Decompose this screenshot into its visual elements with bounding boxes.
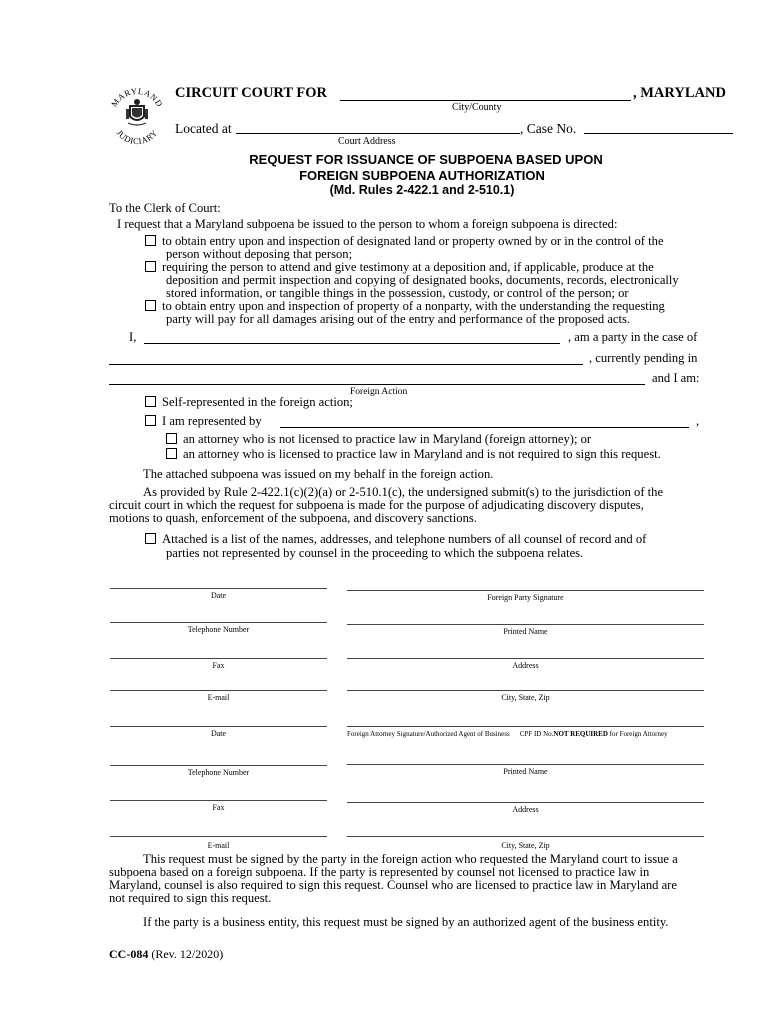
city-state-zip-caption: City, State, Zip: [501, 693, 550, 702]
address-field[interactable]: [347, 658, 704, 659]
email2-field[interactable]: [110, 836, 327, 837]
court-title: CIRCUIT COURT FOR: [175, 85, 328, 101]
maryland-judiciary-seal: [106, 83, 168, 145]
option-attached-list: Attached is a list of the names, addresses, and telephone numbers of all counsel of record and of: [145, 533, 646, 546]
date2-field[interactable]: [110, 726, 327, 727]
attached-list-cont: parties not represented by counsel in the proceeding to which the subpoena relates.: [166, 546, 584, 560]
county-caption: City/County: [452, 102, 502, 113]
salutation: To the Clerk of Court:: [109, 201, 221, 215]
address-caption: Court Address: [338, 136, 396, 147]
party-name-field[interactable]: [144, 343, 560, 344]
state-label: , MARYLAND: [633, 85, 726, 101]
city-state-zip2-caption: City, State, Zip: [501, 841, 550, 850]
address2-field[interactable]: [347, 802, 704, 803]
located-label: Located at: [175, 121, 232, 136]
email2-caption: E-mail: [207, 841, 230, 850]
foreign-action-caption: Foreign Action: [350, 387, 408, 397]
seal-top-text: MARYLAND: [109, 85, 166, 109]
option-atty-licensed: an attorney who is licensed to practice law in Maryland and is not required to sign this request.: [166, 448, 661, 461]
atty-licensed-checkbox[interactable]: [166, 448, 177, 459]
telephone2-field[interactable]: [110, 765, 327, 766]
option-atty-not-licensed: an attorney who is not licensed to practice law in Maryland (foreign attorney); or: [166, 433, 591, 446]
comma: ,: [696, 414, 700, 428]
attached-subpoena-text: The attached subpoena was issued on my behalf in the foreign action.: [143, 467, 494, 481]
foreign-party-signature-field[interactable]: [347, 590, 704, 591]
foreign-party-signature-caption: Foreign Party Signature: [487, 593, 564, 602]
svg-text:JUDICIARY: [115, 128, 160, 145]
date-field[interactable]: [110, 588, 327, 589]
nonparty-checkbox[interactable]: [145, 300, 156, 311]
option-nonparty: to obtain entry upon and inspection of property of a nonparty, with the understanding the requesting: [145, 300, 665, 313]
party-text: , am a party in the case of: [568, 330, 698, 344]
telephone2-caption: Telephone Number: [187, 768, 250, 777]
pending-text: , currently pending in: [589, 351, 698, 365]
option-entry-inspection-cont: person without deposing that person;: [166, 247, 353, 261]
printed-name2-field[interactable]: [347, 764, 704, 765]
attorney-signature-field[interactable]: [347, 726, 704, 727]
fax-caption: Fax: [212, 661, 225, 670]
case-name-field[interactable]: [109, 364, 583, 365]
option-deposition-cont1: deposition and permit inspection and copying of designated books, documents, records, electronically: [166, 273, 679, 287]
jurisdiction-line1: As provided by Rule 2-422.1(c)(2)(a) or 2-510.1(c), the undersigned submit(s) to the jurisdiction of the: [143, 485, 664, 499]
intro-text: I request that a Maryland subpoena be issued to the person to whom a foreign subpoena is directed:: [117, 217, 618, 231]
case-label: , Case No.: [520, 121, 577, 136]
county-field[interactable]: [340, 100, 631, 101]
form-title-line1: REQUEST FOR ISSUANCE OF SUBPOENA BASED UPON: [249, 152, 603, 167]
note-line2: subpoena based on a foreign subpoena. If the party is represented by counsel not licensed to practice law in: [109, 865, 650, 879]
attorney-signature-caption: Foreign Attorney Signature/Authorized Agent of Business CPF ID No.NOT REQUIRED for Foreign Attorney: [347, 730, 668, 738]
form-title-line2: FOREIGN SUBPOENA AUTHORIZATION: [299, 168, 545, 183]
note-line1: This request must be signed by the party in the foreign action who requested the Maryland court to issue a: [143, 852, 678, 866]
atty-not-licensed-checkbox[interactable]: [166, 433, 177, 444]
attached-list-checkbox[interactable]: [145, 533, 156, 544]
foreign-action-field[interactable]: [109, 384, 645, 385]
note-line4: not required to sign this request.: [109, 891, 272, 905]
telephone-field[interactable]: [110, 622, 327, 623]
business-entity-note: If the party is a business entity, this request must be signed by an authorized agent of the business entity.: [143, 915, 669, 929]
seal-bottom-text: JUDICIARY: [114, 127, 160, 145]
and-i-am: and I am:: [652, 371, 700, 385]
note-line3: Maryland, counsel is also required to sign this request. Counsel who are licensed to practice law in Maryland are: [109, 878, 677, 892]
date-caption: Date: [210, 591, 227, 600]
city-state-zip2-field[interactable]: [347, 836, 704, 837]
form-title-rules: (Md. Rules 2-422.1 and 2-510.1): [329, 183, 515, 197]
option-self-represented: Self-represented in the foreign action;: [145, 396, 353, 409]
date2-caption: Date: [210, 729, 227, 738]
option-nonparty-cont: party will pay for all damages arising out of the entry and performance of the proposed acts.: [166, 312, 631, 326]
fax2-caption: Fax: [212, 803, 225, 812]
case-number-field[interactable]: [584, 133, 733, 134]
form-id: CC-084 (Rev. 12/2020): [109, 947, 224, 961]
option-entry-inspection: to obtain entry upon and inspection of designated land or property owned by or in the control of the: [145, 235, 664, 248]
address-caption: Address: [512, 661, 539, 670]
option-deposition-cont2: stored information, or tangible things in the possession, custody, or control of the person; or: [166, 286, 629, 300]
jurisdiction-line3: motions to quash, enforcement of the subpoena, and discovery sanctions.: [109, 511, 477, 525]
attorney-name-field[interactable]: [280, 427, 689, 428]
i-label: I,: [129, 330, 137, 344]
option-deposition: requiring the person to attend and give testimony at a deposition and, if applicable, produce at the: [145, 261, 654, 274]
email-field[interactable]: [110, 690, 327, 691]
fax-field[interactable]: [110, 658, 327, 659]
printed-name-field[interactable]: [347, 624, 704, 625]
fax2-field[interactable]: [110, 800, 327, 801]
entry-inspection-checkbox[interactable]: [145, 235, 156, 246]
option-represented-by: I am represented by: [145, 415, 262, 428]
telephone-caption: Telephone Number: [187, 625, 250, 634]
city-state-zip-field[interactable]: [347, 690, 704, 691]
printed-name-caption: Printed Name: [503, 627, 548, 636]
deposition-checkbox[interactable]: [145, 261, 156, 272]
address2-caption: Address: [512, 805, 539, 814]
jurisdiction-line2: circuit court in which the request for subpoena is made for the purpose of adjudicating discovery disputes,: [109, 498, 644, 512]
represented-by-checkbox[interactable]: [145, 415, 156, 426]
printed-name2-caption: Printed Name: [503, 767, 548, 776]
court-address-field[interactable]: [236, 133, 520, 134]
email-caption: E-mail: [207, 693, 230, 702]
self-represented-checkbox[interactable]: [145, 396, 156, 407]
